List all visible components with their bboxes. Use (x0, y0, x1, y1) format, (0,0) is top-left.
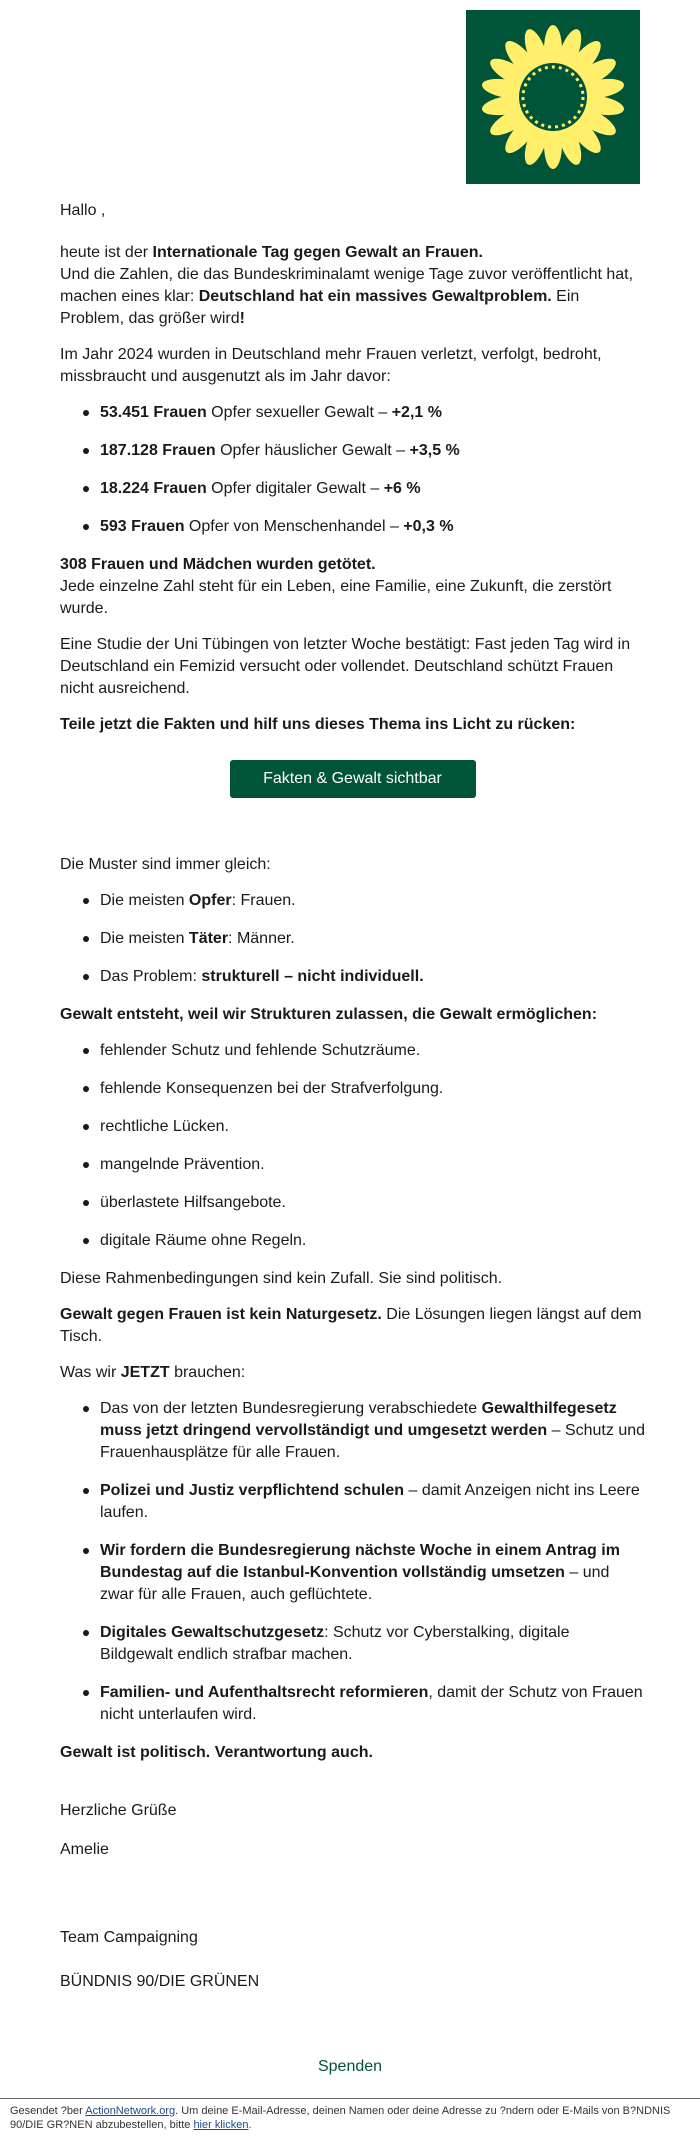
structures-heading: Gewalt entsteht, weil wir Strukturen zulassen, die Gewalt ermöglichen: (60, 1006, 598, 1023)
political-statement: Diese Rahmenbedingungen sind kein Zufall. Sie sind politisch. (60, 1270, 503, 1287)
list-item: digitale Räume ohne Regeln. (60, 1230, 645, 1252)
list-item: Die meisten Täter: Männer. (60, 928, 645, 950)
list-item: rechtliche Lücken. (60, 1116, 645, 1138)
greeting: Hallo , (60, 202, 106, 219)
list-item: Das von der letzten Bundesregierung verabschiedete Gewalthilfegesetz muss jetzt dringend vervollständigt und umgesetzt werden – Schutz und Frauenhausplätze für alle Frauen. (60, 1398, 645, 1464)
closing-statement: Gewalt ist politisch. Verantwortung auch. (60, 1744, 373, 1761)
list-item: mangelnde Prävention. (60, 1154, 645, 1176)
list-item: Das Problem: strukturell – nicht individuell. (60, 966, 645, 988)
list-item: Polizei und Justiz verpflichtend schulen – damit Anzeigen nicht ins Leere laufen. (60, 1480, 645, 1524)
footer-divider (0, 2098, 700, 2099)
list-item: 18.224 Frauen Opfer digitaler Gewalt – +6 % (60, 478, 645, 500)
share-facts-button[interactable]: Fakten & Gewalt sichtbar machen (230, 760, 476, 798)
stats-list (60, 402, 645, 538)
list-item: überlastete Hilfsangebote. (60, 1192, 645, 1214)
nature-paragraph: Gewalt gegen Frauen ist kein Naturgesetz. Die Lösungen liegen längst auf dem Tisch. (60, 1306, 642, 1345)
list-item: fehlende Konsequenzen bei der Strafverfolgung. (60, 1078, 645, 1100)
intro-day: Internationale Tag gegen Gewalt an Frauen. (152, 244, 483, 261)
list-item: Familien- und Aufenthaltsrecht reformieren, damit der Schutz von Frauen nicht unterlaufen wird. (60, 1682, 645, 1726)
list-item: fehlender Schutz und fehlende Schutzräume. (60, 1040, 645, 1062)
email-body (60, 200, 645, 1993)
intro-text: heute ist der (60, 244, 153, 261)
needs-intro: Was wir JETZT brauchen: (60, 1364, 246, 1381)
list-item: Wir fordern die Bundesregierung nächste Woche in einem Antrag im Bundestag auf die Istanbul-Konvention vollständig umsetzen – und zwar für alle Frauen, auch geflüchtete. (60, 1540, 645, 1606)
intro-paragraph (60, 242, 645, 330)
party-name: BÜNDNIS 90/DIE GRÜNEN (60, 1973, 260, 1990)
patterns-list (60, 890, 645, 988)
killed-paragraph (60, 554, 645, 620)
signer-name: Amelie (60, 1841, 109, 1858)
structures-list (60, 1040, 645, 1252)
team-name: Team Campaigning (60, 1929, 198, 1946)
regards: Herzliche Grüße (60, 1802, 177, 1819)
intro-exclaim: ! (239, 310, 245, 327)
sunflower-icon (466, 10, 640, 184)
share-cta: Teile jetzt die Fakten und hilf uns dieses Thema ins Licht zu rücken: (60, 716, 576, 733)
killed-heading: 308 Frauen und Mädchen wurden getötet. (60, 556, 376, 573)
actionnetwork-link[interactable]: ActionNetwork.org (85, 2105, 176, 2117)
party-logo (466, 10, 640, 184)
killed-text: Jede einzelne Zahl steht für ein Leben, eine Familie, eine Zukunft, die zerstört wurde. (60, 578, 612, 617)
list-item: 53.451 Frauen Opfer sexueller Gewalt – +2,1 % (60, 402, 645, 424)
stats-intro: Im Jahr 2024 wurden in Deutschland mehr Frauen verletzt, verfolgt, bedroht, missbraucht und ausgenutzt als im Jahr davor: (60, 346, 602, 385)
unsubscribe-link[interactable]: hier klicken (193, 2119, 249, 2131)
list-item: 187.128 Frauen Opfer häuslicher Gewalt – +3,5 % (60, 440, 645, 462)
footer: Gesendet ?ber ActionNetwork.org. Um deine E-Mail-Adresse, deinen Namen oder deine Adresse zu ?ndern oder E-Mails von B?NDNIS 90/DIE GR?NEN abzubestellen, bitte hier klicken. (10, 2105, 671, 2131)
intro-text: Ein Problem, das größer wird (60, 288, 580, 327)
demands-list (60, 1398, 645, 1726)
list-item: Die meisten Opfer: Frauen. (60, 890, 645, 912)
intro-text: Und die Zahlen, die das Bundeskriminalamt wenige Tage zuvor veröffentlicht hat, machen eines klar: (60, 266, 634, 305)
intro-emphasis: Deutschland hat ein massives Gewaltproblem. (198, 288, 552, 305)
list-item: 593 Frauen Opfer von Menschenhandel – +0,3 % (60, 516, 645, 538)
list-item: Digitales Gewaltschutzgesetz: Schutz vor Cyberstalking, digitale Bildgewalt endlich strafbar machen. (60, 1622, 645, 1666)
study-paragraph: Eine Studie der Uni Tübingen von letzter Woche bestätigt: Fast jeden Tag wird in Deutschland ein Femizid versucht oder vollendet. Deutschland schützt Frauen nicht ausreichend. (60, 636, 631, 697)
donate-link[interactable]: Spenden (317, 2058, 383, 2075)
patterns-intro: Die Muster sind immer gleich: (60, 856, 271, 873)
